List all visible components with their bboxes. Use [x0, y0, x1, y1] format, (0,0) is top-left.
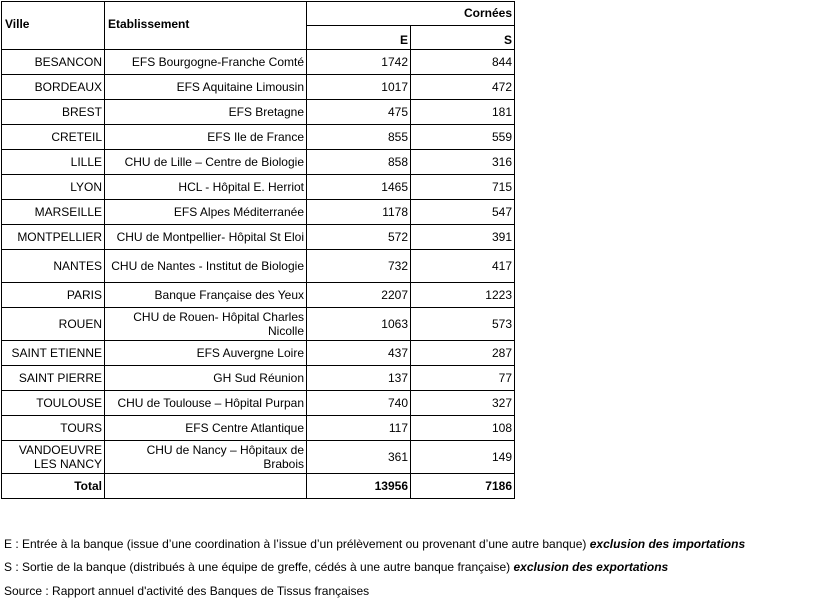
cell-ville: BESANCON	[2, 50, 105, 75]
cell-s: 472	[411, 75, 515, 100]
cell-s: 287	[411, 341, 515, 366]
cell-etablissement: EFS Auvergne Loire	[105, 341, 307, 366]
cell-e: 117	[307, 416, 411, 441]
cell-s: 181	[411, 100, 515, 125]
cell-e: 1017	[307, 75, 411, 100]
cell-s: 547	[411, 200, 515, 225]
cell-etablissement: CHU de Toulouse – Hôpital Purpan	[105, 391, 307, 416]
total-row	[2, 474, 515, 499]
cell-e: 732	[307, 250, 411, 283]
cell-e: 858	[307, 150, 411, 175]
table-row	[2, 441, 515, 474]
cell-ville: SAINT ETIENNE	[2, 341, 105, 366]
cell-e: 475	[307, 100, 411, 125]
cell-etablissement: CHU de Rouen- Hôpital Charles Nicolle	[105, 308, 307, 341]
cell-etablissement: CHU de Nantes - Institut de Biologie	[105, 250, 307, 283]
cell-ville: SAINT PIERRE	[2, 366, 105, 391]
cell-s: 417	[411, 250, 515, 283]
cell-e: 855	[307, 125, 411, 150]
note-s-text: S : Sortie de la banque (distribués à une équipe de greffe, cédés à une autre banque française)	[4, 560, 511, 574]
table-row	[2, 100, 515, 125]
cell-etablissement: EFS Ile de France	[105, 125, 307, 150]
cell-etablissement: GH Sud Réunion	[105, 366, 307, 391]
cell-e: 137	[307, 366, 411, 391]
header-etablissement: Etablissement	[105, 2, 307, 50]
cell-ville: PARIS	[2, 283, 105, 308]
cell-etablissement: EFS Bourgogne-Franche Comté	[105, 50, 307, 75]
cell-e: 437	[307, 341, 411, 366]
note-e	[4, 537, 745, 551]
cell-e: 1465	[307, 175, 411, 200]
note-e-emphasis: exclusion des importations	[589, 537, 746, 551]
cell-s: 391	[411, 225, 515, 250]
header-e: E	[307, 26, 411, 50]
cell-s: 573	[411, 308, 515, 341]
cell-etablissement: CHU de Nancy – Hôpitaux de Brabois	[105, 441, 307, 474]
table-row	[2, 175, 515, 200]
cell-total-etablissement	[105, 474, 307, 499]
cell-ville: NANTES	[2, 250, 105, 283]
cell-s: 149	[411, 441, 515, 474]
header-cornees: Cornées	[307, 2, 515, 26]
cell-ville: BORDEAUX	[2, 75, 105, 100]
cell-e: 572	[307, 225, 411, 250]
cell-etablissement: EFS Aquitaine Limousin	[105, 75, 307, 100]
table-row	[2, 391, 515, 416]
cell-etablissement: EFS Bretagne	[105, 100, 307, 125]
cell-ville: MARSEILLE	[2, 200, 105, 225]
table-row	[2, 200, 515, 225]
cell-s: 316	[411, 150, 515, 175]
note-source: Source : Rapport annuel d'activité des Banques de Tissus françaises	[4, 584, 370, 598]
note-s	[4, 560, 668, 574]
table-row	[2, 125, 515, 150]
cell-e: 740	[307, 391, 411, 416]
cell-etablissement: HCL - Hôpital E. Herriot	[105, 175, 307, 200]
cell-s: 108	[411, 416, 515, 441]
cell-e: 361	[307, 441, 411, 474]
cell-total-e: 13956	[307, 474, 411, 499]
cell-e: 2207	[307, 283, 411, 308]
table-row	[2, 416, 515, 441]
cell-e: 1063	[307, 308, 411, 341]
note-e-text: E : Entrée à la banque (issue d’une coordination à l’issue d’un prélèvement ou provenant d’une autre banque)	[4, 537, 587, 551]
table-row	[2, 250, 515, 283]
cell-etablissement: CHU de Montpellier- Hôpital St Eloi	[105, 225, 307, 250]
table-row	[2, 308, 515, 341]
cell-ville: ROUEN	[2, 308, 105, 341]
cell-e: 1742	[307, 50, 411, 75]
note-s-emphasis: exclusion des exportations	[513, 560, 669, 574]
cell-etablissement: EFS Centre Atlantique	[105, 416, 307, 441]
cell-ville: CRETEIL	[2, 125, 105, 150]
cell-total-s: 7186	[411, 474, 515, 499]
cell-ville: VANDOEUVRE LES NANCY	[2, 441, 105, 474]
cell-s: 715	[411, 175, 515, 200]
cell-etablissement: Banque Française des Yeux	[105, 283, 307, 308]
cell-s: 844	[411, 50, 515, 75]
cornea-table	[1, 1, 515, 499]
cell-total-label: Total	[2, 474, 105, 499]
cell-ville: MONTPELLIER	[2, 225, 105, 250]
cell-ville: BREST	[2, 100, 105, 125]
cell-ville: TOURS	[2, 416, 105, 441]
table-row	[2, 283, 515, 308]
table-row	[2, 50, 515, 75]
cell-e: 1178	[307, 200, 411, 225]
cell-ville: TOULOUSE	[2, 391, 105, 416]
table-row	[2, 341, 515, 366]
cell-etablissement: EFS Alpes Méditerranée	[105, 200, 307, 225]
table-row	[2, 366, 515, 391]
header-s: S	[411, 26, 515, 50]
table-row	[2, 225, 515, 250]
table-row	[2, 75, 515, 100]
header-ville: Ville	[2, 2, 105, 50]
table-row	[2, 150, 515, 175]
cell-s: 327	[411, 391, 515, 416]
cell-s: 559	[411, 125, 515, 150]
cell-s: 1223	[411, 283, 515, 308]
cell-ville: LILLE	[2, 150, 105, 175]
cell-s: 77	[411, 366, 515, 391]
cell-etablissement: CHU de Lille – Centre de Biologie	[105, 150, 307, 175]
cell-ville: LYON	[2, 175, 105, 200]
